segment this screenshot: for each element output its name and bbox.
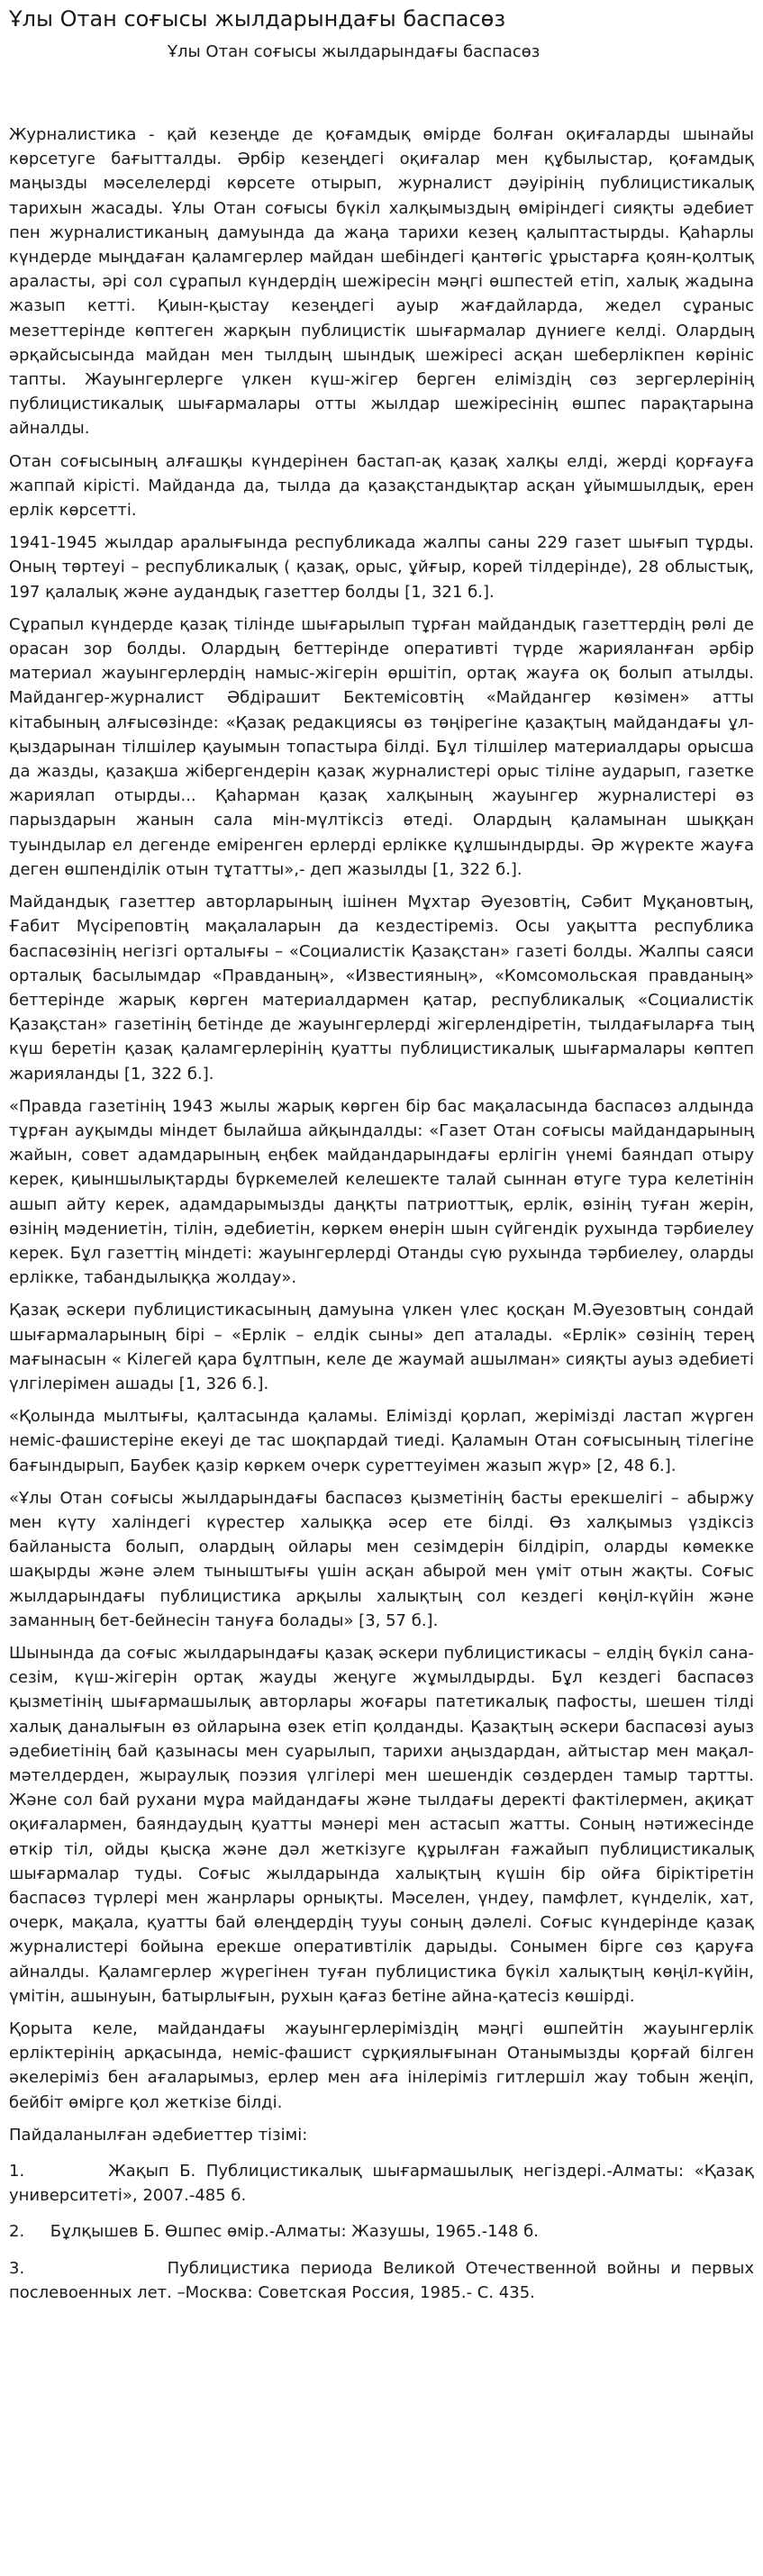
paragraph: Қазақ әскери публицистикасының дамуына үлкен үлес қосқан М.Әуезовтың сондай шығармаларының бірі – «Ерлік – елдік сыны» деп аталады. «Ерлік» сөзінің терең мағынасын « Кілегей қара бұлтпын, келе де жаумай ашылман» сияқты ауыз әдебиеті үлгілерімен ашады [1, 326 б.]. [9, 1301, 754, 1393]
reference-text: Жақып Б. Публицистикалық шығармашылық негіздері.-Алматы: «Қазақ университеті», 2007.-485 б. [9, 2162, 754, 2206]
paragraph: Журналистика - қай кезеңде де қоғамдық өмірде болған оқиғаларды шынайы көрсетуге бағытталды. Әрбір кезеңдегі оқиғалар мен құбылыстар, қоғамдық маңызды мәселелерді көрсете отырып, журналист дәуірінің публицистикалық тарихын жасады. Ұлы Отан соғысы бүкіл халқымыздың өміріндегі сияқты әдебиет пен журналистиканың дамуында да жаңа тарихи кезең қалыптастырды. Қаһарлы күндерде мыңдаған қаламгерлер майдан шебіндегі қантөгіс ұрыстарға қоян-қолтық араласты, әрі сол сұрапыл күндердің шежіресін мәңгі өшпестей етіп, халық жадына жазып кетті. Қиын-қыстау кезеңдегі ауыр жағдайларда, жедел сұраныс мезеттерінде көптеген жарқын публицистік шығармалар дүниеге келді. Олардың әрқайсысында майдан мен тылдың шындық шежіресі асқан шеберлікпен көрініс тапты. Жауынгерлерге үлкен күш-жігер берген еліміздің сөз зергерлерінің публицистикалық шығармалары отты жылдар шежіресінің өшпес парақтарына айналды. [9, 125, 754, 439]
reference-number: 1. [9, 2162, 25, 2181]
page-subtitle: Ұлы Отан соғысы жылдарындағы баспасөз [168, 42, 540, 61]
document-page [0, 5, 763, 2305]
reference-number: 3. [9, 2258, 25, 2278]
reference-text: Публицистика периода Великой Отечественной войны и первых послевоенных лет. –Москва: Советская Россия, 1985.- С. 435. [9, 2258, 755, 2302]
article-body [9, 122, 754, 2305]
paragraph: Қорыта келе, майдандағы жауынгерлеріміздің мәңгі өшпейтін жауынгерлік ерліктерінің арқасында, неміс-фашист сұрқиялығынан Отанымызды қорғай білген әкелерiміз бен ағаларымыз, ерлер мен аға iнiлерiміз гитлершiл жау тобын жеңiп, бейбiт өмiрге қол жеткiзе бiлдi. [9, 2019, 754, 2112]
paragraph: Майдандық газеттер авторларының ішінен Мұхтар Әуезовтің, Сәбит Мұқановтың, Ғабит Мүсіреповтің мақалаларын да кездестіреміз. Осы уақытта республика баспасөзінің негізгі орталығы – «Социалистік Қазақстан» газеті болды. Жалпы саяси орталық басылымдар «Правданың», «Известияның», «Комсомольская правданың» беттерінде жарық көрген материалдармен қатар, республикалық «Социалистік Қазақстан» газетінің бетінде де жауынгерлерді жігерлендіретін, тылдағыларға тың күш беретін қазақ қаламгерлерінің қуатты публицистикалық шығармалары көптеп жарияланды [1, 322 б.]. [9, 893, 754, 1084]
paragraph: Отан соғысының алғашқы күндерінен бастап-ақ қазақ халқы елді, жерді қорғауға жаппай кірісті. Майданда да, тылда да қазақстандықтар асқан ұйымшылдық, ерен ерлік көрсетті. [9, 451, 754, 521]
reference-number: 2. [9, 2222, 25, 2242]
page-title: Ұлы Отан соғысы жылдарындағы баспасөз [9, 6, 506, 32]
reference-item [9, 2159, 754, 2208]
paragraph: «Правда газетінің 1943 жылы жарық көрген бір бас мақаласында баспасөз алдында тұрған ауқымды міндет былайша айқындалды: «Газет Отан соғысы майдандарының жайын, совет адамдарының еңбек майдандарындағы ерлігін үнемі баяндап отыру керек, қиыншылықтарды бүркемелей келешекте талай сыннан өтуге тура келетінін ашып айту керек, адамдарымызды даңқты патриоттық, ерлік, өзінің туған жерін, өзінің мәдениетін, тілін, әдебиетін, көркем өнерін шын сүйгендік рухында тәрбиелеу керек. Бұл газеттің міндеті: жауынгерлерді Отанды сүю рухында тәрбиелеу, оларды ерлікке, табандылыққа жолдау». [9, 1096, 754, 1288]
paragraph: Шынында да соғыс жылдарындағы қазақ әскери публицистикасы – елдің бүкіл сана-сезім, күш-жігерін ортақ жауды жеңуге жұмылдырды. Бұл кездегі баспасөз қызметінің шығармашылық авторлары жоғары патетикалық пафосты, шешен тілді халық даналығын өз ойларына өзек етіп қолданды. Қазақтың әскери баспасөзі ауыз әдебиетінің бай қазынасы мен суарылып, тарихи аңыздардан, айтыстар мен мақал-мәтелдерден, жыраулық поэзия үлгілері мен шешендік сөздерден тамыр тартты. Және сол бай рухани мұра майдандағы және тылдағы деректі фактілермен, ақиқат оқиғалармен, баяндаудың қуатты мәнері мен астасып жатты. Соның нәтижесінде өткір тіл, ойды қысқа және дәл жеткізуге құрылған ғажайып публицистикалық шығармалар туды. Соғыс жылдарында халықтың күшін бір ойға біріктіретін баспасөз түрлері мен жанрлары орнықты. Мәселен, үндеу, памфлет, күнделік, хат, очерк, мақала, қуатты бай өлеңдердің тууы соның дәлелі. Соғыс күндеріндe қазақ журналистері бойына ерекше оперативтілік дарыды. Сонымен бірге сөз қаруға айналды. Қаламгерлер жүрегінен туған публицистика бүкіл халықтың көңіл-күйін, үмітін, ашынуын, батырлығын, рухын қағаз бетіне айна-қатесіз көшірді. [9, 1643, 754, 2006]
paragraph: «Ұлы Отан соғысы жылдарындағы баспасөз қызметінің басты ерекшелігі – абыржу мен күту халіндегі күрестер халыққа әсер ете білді. Өз халқымыз үздіксіз байланыста болып, олардың ойлары мен сезімдерін білдіріп, оларды көмекке шақырды және әлем тыныштығы үшін асқан абырой мен үміт отын жақты. Соғыс жылдарындағы публицистика арқылы халықтың сол кездегі көңіл-күйін және заманның бет-бейнесін тануға болады» [3, 57 б.]. [9, 1488, 754, 1630]
reference-item [9, 2256, 754, 2305]
paragraph: «Қолында мылтығы, қалтасында қаламы. Елімізді қорлап, жерімізді ластап жүрген неміс-фашистеріне екеуі де тас шоқпардай тиеді. Қаламын Отан соғысының тілегіне бағындырып, Баубек қазір көркем очерк суреттеуімен жазып жүр» [2, 48 б.]. [9, 1407, 754, 1475]
paragraph: 1941-1945 жылдар аралығында республикада жалпы саны 229 газет шығып тұрды. Оның төртеуі – республикалық ( қазақ, орыс, ұйғыр, корей тілдерінде), 28 облыстық, 197 қалалық және аудандық газеттер болды [1, 321 б.]. [9, 533, 754, 602]
paragraph: Сұрапыл күндерде қазақ тілінде шығарылып тұрған майдандық газеттердің рөлі де орасан зор болды. Олардың беттерінде оперативті түрде жарияланған әрбір материал жауынгерлердің намыс-жігерін өршітіп, ортақ жауға оқ болып атылды. Майдангер-журналист Әбдірашит Бектемісовтің «Майдангер көзімен» атты кітабының алғысөзінде: «Қазақ редакциясы өз төңірегіне қазақтың майдандағы ұл-қыздарынан тілшілер қауымын топастыра білді. Бұл тілшілер материалдары орысша да жазды, қазақша жібергендерін қазақ журналистері орыс тіліне аударып, газетке жариялап отырды... Қаһарман қазақ халқының жауынгер журналистері өз парыздарын жанын сала мін-мүлтіксіз өтеді. Олардың қаламынан шыққан туындылар ел дегенде еміренген ерлерді ерлікке құлшындырды. Әр жүректе жауға деген өшпенділік отын тұтатты»,- деп жазылды [1, 322 б.]. [9, 614, 754, 879]
references-heading: Пайдаланылған әдебиеттер тізімі: [9, 2125, 308, 2145]
reference-item [9, 2219, 754, 2244]
reference-text: Бұлқышев Б. Өшпес өмір.-Алматы: Жазушы, 1965.-148 б. [50, 2222, 539, 2242]
